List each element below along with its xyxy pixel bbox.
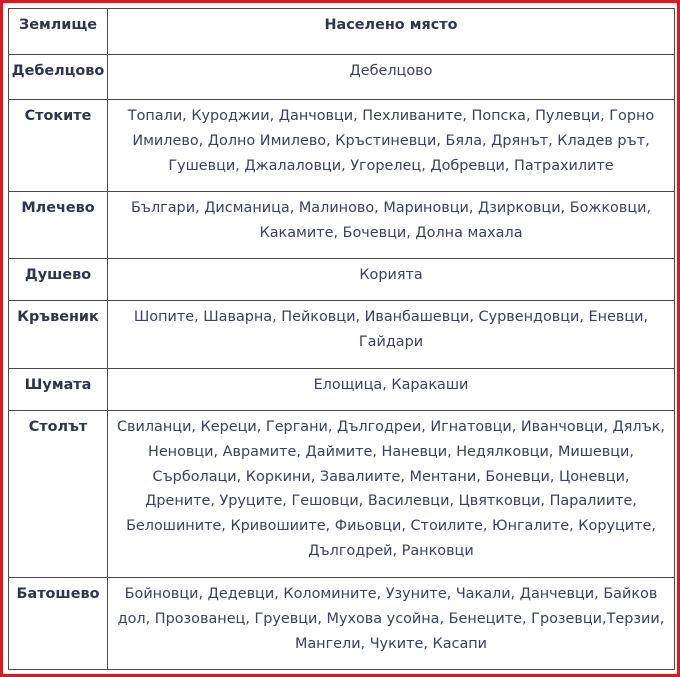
- settlement-list: Свиланци, Кереци, Гергани, Дългодреи, Игнатовци, Иванчовци, Дялък, Неновци, Аврамите, Даймите, Наневци, Недялковци, Мишевци, Сърболаци, Коркини, Завалиите, Ментани, Боневци, Цоневци, Дрените, Уруците, Гешовци, Василевци, Цвятковци, Паралиите, Белошините, Кривошиите, Фиьовци, Стоилите, Юнгалите, Коруците, Дългодрей, Ранковци: [108, 411, 675, 578]
- table-row: [9, 411, 675, 578]
- area-name: Батошево: [9, 578, 108, 670]
- settlement-list: Дебелцово: [108, 55, 675, 100]
- area-name: Столът: [9, 411, 108, 578]
- table-row: [9, 100, 675, 192]
- header-area: Землище: [9, 9, 108, 55]
- settlements-table: [8, 8, 675, 670]
- settlement-list: Българи, Дисманица, Малиново, Мариновци, Дзирковци, Божковци, Какамите, Бочевци, Долна махала: [108, 192, 675, 259]
- table-header-row: [9, 9, 675, 55]
- table-row: [9, 578, 675, 670]
- table-row: [9, 301, 675, 369]
- table-row: [9, 192, 675, 259]
- area-name: Шумата: [9, 369, 108, 411]
- settlement-list: Шопите, Шаварна, Пейковци, Иванбашевци, Сурвендовци, Еневци, Гайдари: [108, 301, 675, 369]
- table-row: [9, 369, 675, 411]
- header-settlement: Населено място: [108, 9, 675, 55]
- table-row: [9, 259, 675, 301]
- area-name: Дебелцово: [9, 55, 108, 100]
- settlement-list: Елощица, Каракаши: [108, 369, 675, 411]
- settlement-list: Бойновци, Дедевци, Коломините, Узуните, Чакали, Данчевци, Байков дол, Прозованец, Груевци, Мухова усойна, Бенеците, Грозевци,Терзии, Мангели, Чуките, Касапи: [108, 578, 675, 670]
- settlement-list: Корията: [108, 259, 675, 301]
- area-name: Млечево: [9, 192, 108, 259]
- settlement-list: Топали, Куроджии, Данчовци, Пехливаните, Попска, Пулевци, Горно Имилево, Долно Имилево, Кръстиневци, Бяла, Дрянът, Кладев рът, Гушевци, Джалаловци, Угорелец, Добревци, Патрахилите: [108, 100, 675, 192]
- area-name: Стоките: [9, 100, 108, 192]
- area-name: Душево: [9, 259, 108, 301]
- area-name: Кръвеник: [9, 301, 108, 369]
- table-row: [9, 55, 675, 100]
